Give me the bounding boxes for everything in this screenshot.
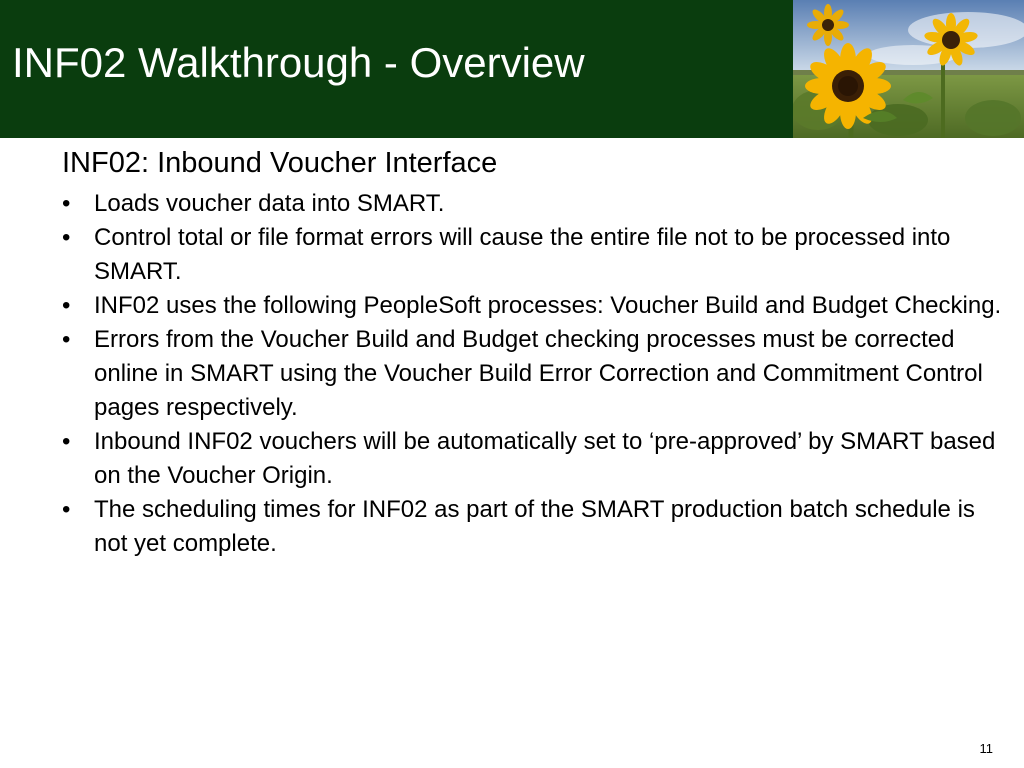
- bullet-text: Inbound INF02 vouchers will be automatically set to ‘pre-approved’ by SMART based on the Voucher Origin.: [94, 427, 996, 489]
- bullet-item: [62, 221, 1012, 289]
- slide-title: INF02 Walkthrough - Overview: [12, 39, 585, 86]
- bullet-marker: •: [62, 427, 71, 455]
- bullet-marker: •: [62, 495, 71, 523]
- sunflower-photo: [793, 0, 1024, 138]
- bullet-item: [62, 187, 1012, 221]
- bullet-marker: •: [62, 189, 71, 217]
- page-number: 11: [979, 741, 993, 756]
- bullet-marker: •: [62, 223, 71, 251]
- bullet-item: [62, 323, 1012, 425]
- title-bar: [0, 0, 793, 138]
- bullet-text: Loads voucher data into SMART.: [94, 189, 445, 217]
- bullet-marker: •: [62, 291, 71, 319]
- slide-subheading: INF02: Inbound Voucher Interface: [62, 147, 498, 179]
- bullet-item: [62, 425, 1012, 493]
- bullet-item: [62, 289, 1012, 323]
- bullet-item: [62, 493, 1012, 561]
- bullet-marker: •: [62, 325, 71, 353]
- slide-body: [62, 146, 1012, 561]
- bullet-text: Control total or file format errors will cause the entire file not to be processed into SMART.: [94, 223, 951, 285]
- bullet-list: [62, 187, 1012, 561]
- bullet-text: INF02 uses the following PeopleSoft processes: Voucher Build and Budget Checking.: [94, 291, 1002, 319]
- bullet-text: The scheduling times for INF02 as part of the SMART production batch schedule is not yet complete.: [94, 495, 975, 557]
- bullet-text: Errors from the Voucher Build and Budget checking processes must be corrected online in SMART using the Voucher Build Error Correction and Commitment Control pages respectively.: [94, 325, 983, 421]
